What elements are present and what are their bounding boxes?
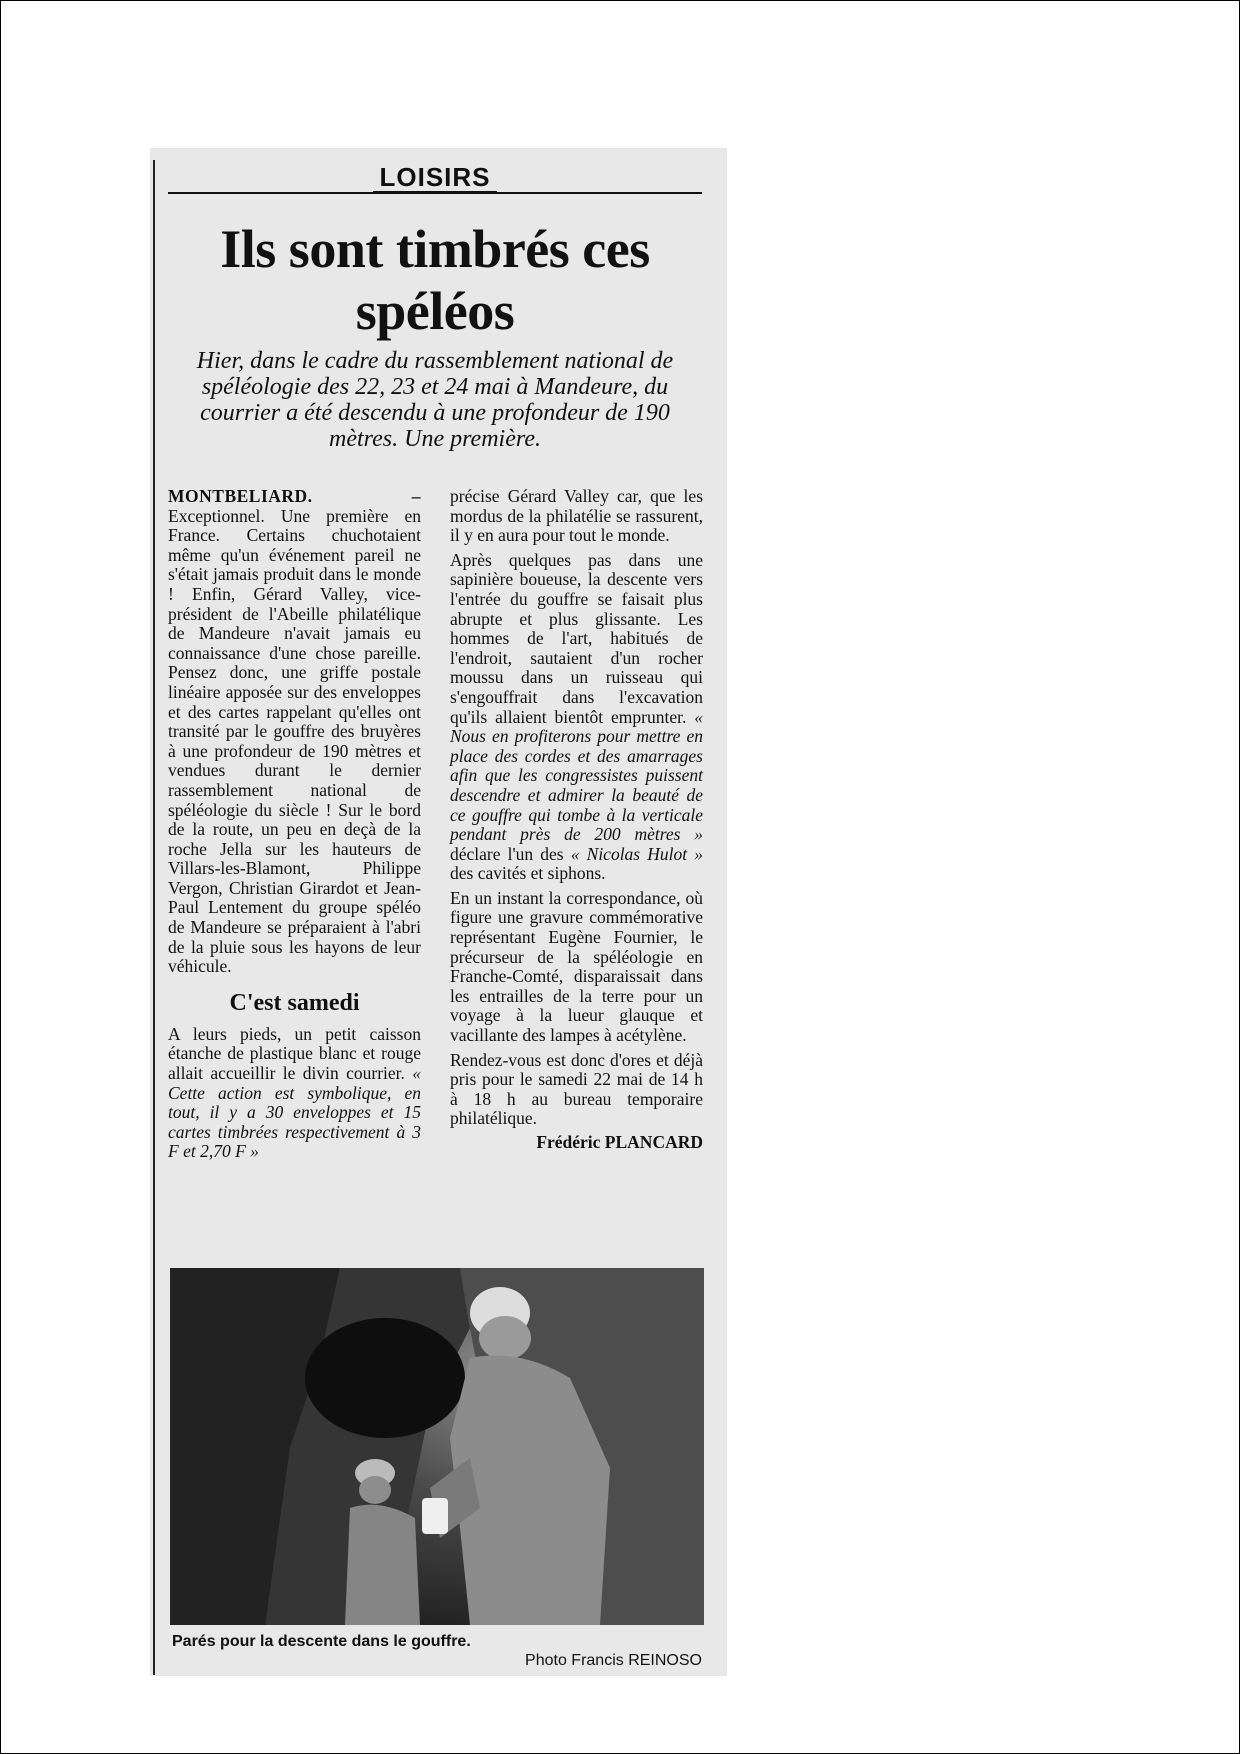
paragraph-text: des cavités et siphons. (450, 863, 606, 884)
cave-photo (170, 1268, 704, 1625)
article-column-2 (450, 487, 703, 1153)
paragraph-text: A leurs pieds, un petit caisson étanche de plastique blanc et rouge allait accueillir le divin courrier. (168, 1023, 421, 1084)
paragraph-text: précise Gérard Valley car, que les mordus de la philatélie se rassurent, il y en aura pour tout le monde. (450, 486, 703, 546)
column-rule (153, 160, 155, 1675)
article-paragraph (168, 1025, 421, 1162)
dateline: MONTBELIARD. – (168, 486, 421, 506)
byline: Frédéric PLANCARD (536, 1132, 703, 1152)
paragraph-text: Rendez-vous est donc d'ores et déjà pris pour le samedi 22 mai de 14 h à 18 h au bureau temporaire philatélique. (450, 1049, 703, 1129)
section-header (168, 163, 702, 193)
paragraph-text: Exceptionnel. Une première en France. Certains chuchotaient même qu'un événement pareil ne s'était jamais produit dans le monde ! Enfin, Gérard Valley, vice-président de l'Abeille philatélique de Mandeure n'avait jamais eu connaissance d'une chose pareille. Pensez donc, une griffe postale linéaire apposée sur des enveloppes et des cartes rappelant qu'elles ont transité par le gouffre des bruyères à une profondeur de 190 mètres et vendues durant le dernier rassemblement national de spéléologie du siècle ! Sur le bord de la route, un peu en deçà de la roche Jella sur les hauteurs de Villars-les-Blamont, Philippe Vergon, Christian Girardot et Jean-Paul Lentement du groupe spéléo de Mandeure se préparaient à l'abri de la pluie sous les hayons de leur véhicule. (168, 505, 421, 977)
paragraph-text: Après quelques pas dans une sapinière boueuse, la descente vers l'entrée du gouffre se faisait plus abrupte et plus glissante. Les hommes de l'art, habitués de l'endroit, sautaient d'un rocher moussu dans un ruisseau qui s'engouffrait dans l'excavation qu'ils allaient bientôt emprunter. (450, 549, 703, 727)
article-paragraph (450, 487, 703, 546)
article-paragraph (168, 487, 421, 977)
article-deck: Hier, dans le cadre du rassemblement national de spéléologie des 22, 23 et 24 mai à Mandeure, du courrier a été descendu à une profondeur de 190 mètres. Une première. (196, 348, 674, 452)
article-paragraph (450, 889, 703, 1046)
quote-text: « Cette action est symbolique, en tout, il y a 30 enveloppes et 15 cartes timbrées respectivement à 3 F et 2,70 F » (168, 1063, 421, 1162)
article-column-1 (168, 487, 421, 1162)
cave-photo-illustration (170, 1268, 704, 1625)
article-paragraph (450, 1051, 703, 1129)
article-headline: Ils sont timbrés ces spéléos (220, 219, 650, 341)
paragraph-text: En un instant la correspondance, où figure une gravure commémorative représentant Eugène Fournier, le précurseur de la spéléologie en Franche-Comté, disparaissait dans les entrailles de la terre pour un voyage à la lueur glauque et vacillante des lampes à acétylène. (450, 887, 703, 1046)
photo-credit: Photo Francis REINOSO (525, 1652, 702, 1669)
article-subhead: C'est samedi (229, 989, 360, 1016)
section-rule (168, 192, 702, 194)
section-label: LOISIRS (373, 163, 496, 194)
paragraph-text: déclare l'un des (450, 843, 571, 864)
quote-text: « Nicolas Hulot » (570, 843, 704, 864)
quote-text: « Nous en profiterons pour mettre en place des cordes et des amarrages afin que les congressistes puissent descendre et admirer la beauté de ce gouffre qui tombe à la verticale pendant près de 200 mètres » (450, 706, 703, 845)
article-paragraph (450, 551, 703, 884)
photo-caption: Parés pour la descente dans le gouffre. (172, 1633, 471, 1650)
